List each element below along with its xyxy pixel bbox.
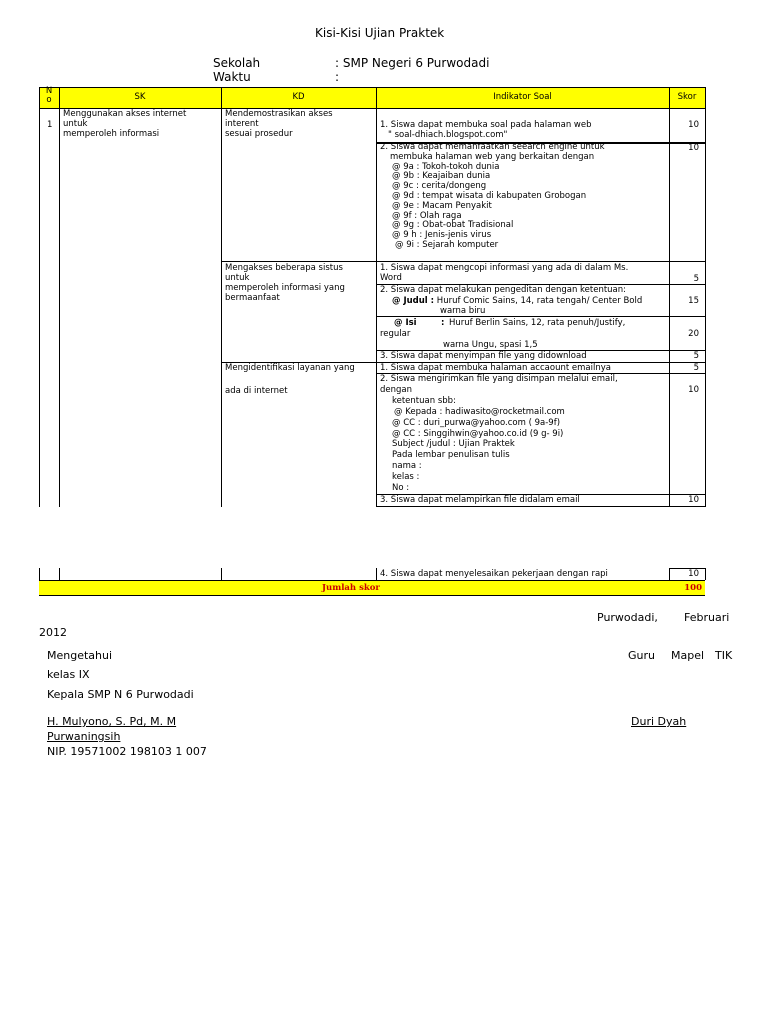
skor-10: 10 (688, 569, 699, 579)
kd-cell-1 (225, 109, 333, 139)
footer-nip: NIP. 19571002 198103 1 007 (47, 745, 207, 758)
isi-regular: regular (380, 329, 411, 339)
footer-tik: TIK (715, 649, 733, 662)
footer-place: Purwodadi, (597, 611, 658, 624)
indikator-line: @ 9b : Keajaiban dunia (392, 171, 491, 182)
waktu-value: : (335, 70, 340, 84)
indikator-line: 1. Siswa dapat mengcopi informasi yang ada di dalam Ms. (380, 263, 629, 273)
skor-4: 15 (688, 296, 699, 306)
skor-9: 10 (688, 495, 699, 505)
footer-mapel: Mapel (671, 649, 705, 662)
indikator-line: @ 9a : Tokoh-tokoh dunia (392, 161, 500, 172)
header-kd: KD (292, 92, 305, 102)
indikator-4-judul-2: warna biru (440, 306, 486, 316)
sk-line: Menggunakan akses internet (63, 109, 187, 119)
footer-guru-name: Duri Dyah (631, 715, 687, 728)
sk-cell (63, 109, 186, 139)
sekolah-label: Sekolah (213, 56, 261, 70)
indikator-7: 1. Siswa dapat membuka halaman accaount emailnya (380, 363, 611, 373)
footer-kelas: kelas IX (47, 668, 90, 681)
kd-line: Mendemostrasikan akses (225, 109, 333, 119)
footer-kepsek-name-2: Purwaningsih (47, 730, 121, 743)
header-no-2: o (46, 95, 52, 105)
page-title: Kisi-Kisi Ujian Praktek (315, 26, 445, 40)
footer-month: Februari (684, 611, 730, 624)
kd-cell-3-b: ada di internet (225, 386, 288, 396)
footer-mengetahui: Mengetahui (47, 649, 113, 662)
indikator-5-isi (394, 318, 417, 328)
indikator-3 (380, 263, 628, 283)
indikator-line: @ 9e : Macam Penyakit (392, 200, 492, 211)
kd-line: bermaanfaat (225, 293, 280, 303)
header-no (39, 87, 59, 105)
kd-line: interent (225, 119, 259, 129)
kd-cell-2 (225, 263, 345, 303)
isi-value: Huruf Berlin Sains, 12, rata penuh/Justify, (449, 318, 626, 328)
waktu-label: Waktu (213, 70, 251, 84)
indikator-1 (380, 120, 592, 140)
indikator-line: " soal-dhiach.blogspot.com" (388, 130, 508, 140)
isi-label: @ Isi (394, 318, 417, 328)
indikator-line: membuka halaman web yang berkaitan dengan (390, 151, 595, 162)
indikator-8 (380, 374, 618, 494)
indikator-line: @ 9g : Obat-obat Tradisional (392, 220, 514, 231)
skor-1: 10 (688, 120, 699, 130)
indikator-line: @ Kepada : hadiwasito@rocketmail.com (394, 406, 565, 417)
isi-colon: : (441, 318, 445, 328)
indikator-line: 2. Siswa dapat memanfaatkan seearch engine untuk (380, 142, 605, 152)
header-no-1: N (45, 86, 53, 96)
skor-2: 10 (688, 143, 699, 153)
sk-line: memperoleh informasi (63, 129, 160, 139)
kd-line: memperoleh informasi yang (225, 283, 345, 293)
indikator-line: @ 9 h : Jenis-jenis virus (392, 230, 492, 241)
indikator-4-judul (392, 296, 642, 306)
indikator-9: 3. Siswa dapat melampirkan file didalam email (380, 495, 580, 505)
kd-line: sesuai prosedur (225, 129, 293, 139)
jumlah-label: Jumlah skor (322, 583, 380, 593)
judul-value: Huruf Comic Sains, 14, rata tengah/ Center Bold (436, 296, 643, 306)
header-indikator: Indikator Soal (493, 92, 552, 102)
footer-kepala: Kepala SMP N 6 Purwodadi (47, 688, 194, 701)
kd-cell-3-a: Mengidentifikasi layanan yang (225, 363, 355, 373)
indikator-line: 2. Siswa mengirimkan file yang disimpan melalui email, (380, 374, 618, 384)
footer-year: 2012 (39, 626, 67, 639)
indikator-line: dengan (380, 384, 413, 395)
indikator-line: @ 9i : Sejarah komputer (395, 239, 499, 250)
skor-6: 5 (693, 351, 699, 361)
indikator-line: @ 9f : Olah raga (392, 210, 462, 221)
footer-guru: Guru (628, 649, 655, 662)
jumlah-value: 100 (684, 583, 702, 593)
indikator-line: kelas : (392, 472, 420, 483)
indikator-line: 1. Siswa dapat membuka soal pada halaman web (380, 120, 592, 130)
skor-5: 20 (688, 329, 699, 339)
indikator-line: Pada lembar penulisan tulis (392, 450, 510, 461)
header-skor: Skor (677, 92, 697, 102)
indikator-line: @ CC : duri_purwa@yahoo.com ( 9a-9f) (392, 417, 561, 428)
indikator-line: ketentuan sbb: (392, 395, 456, 406)
indikator-2 (380, 143, 605, 251)
indikator-line: @ 9d : tempat wisata di kabupaten Grobogan (392, 190, 587, 201)
row-number: 1 (47, 120, 53, 130)
indikator-line: No : (392, 483, 410, 494)
header-sk: SK (134, 92, 146, 102)
indikator-line: nama : (392, 461, 422, 472)
indikator-10: 4. Siswa dapat menyelesaikan pekerjaan dengan rapi (380, 569, 608, 579)
kd-line: untuk (225, 273, 250, 283)
footer-kepsek-name: H. Mulyono, S. Pd, M. M (47, 715, 177, 728)
sk-line: untuk (63, 119, 88, 129)
isi-value-2: warna Ungu, spasi 1,5 (443, 340, 538, 350)
skor-8: 10 (688, 385, 699, 395)
skor-3: 5 (693, 274, 699, 284)
indikator-6: 3. Siswa dapat menyimpan file yang didownload (380, 351, 587, 361)
indikator-4: 2. Siswa dapat melakukan pengeditan dengan ketentuan: (380, 285, 627, 295)
indikator-line: Subject /judul : Ujian Praktek (392, 439, 515, 450)
indikator-line: Word (380, 273, 402, 283)
kd-line: Mengakses beberapa sistus (225, 263, 343, 273)
sekolah-value: : SMP Negeri 6 Purwodadi (335, 56, 490, 70)
indikator-line: @ 9c : cerita/dongeng (392, 181, 487, 192)
indikator-line: @ CC : Singgihwin@yahoo.co.id (9 g- 9i) (392, 428, 564, 439)
skor-7: 5 (693, 363, 699, 373)
judul-label: @ Judul : (392, 296, 435, 306)
